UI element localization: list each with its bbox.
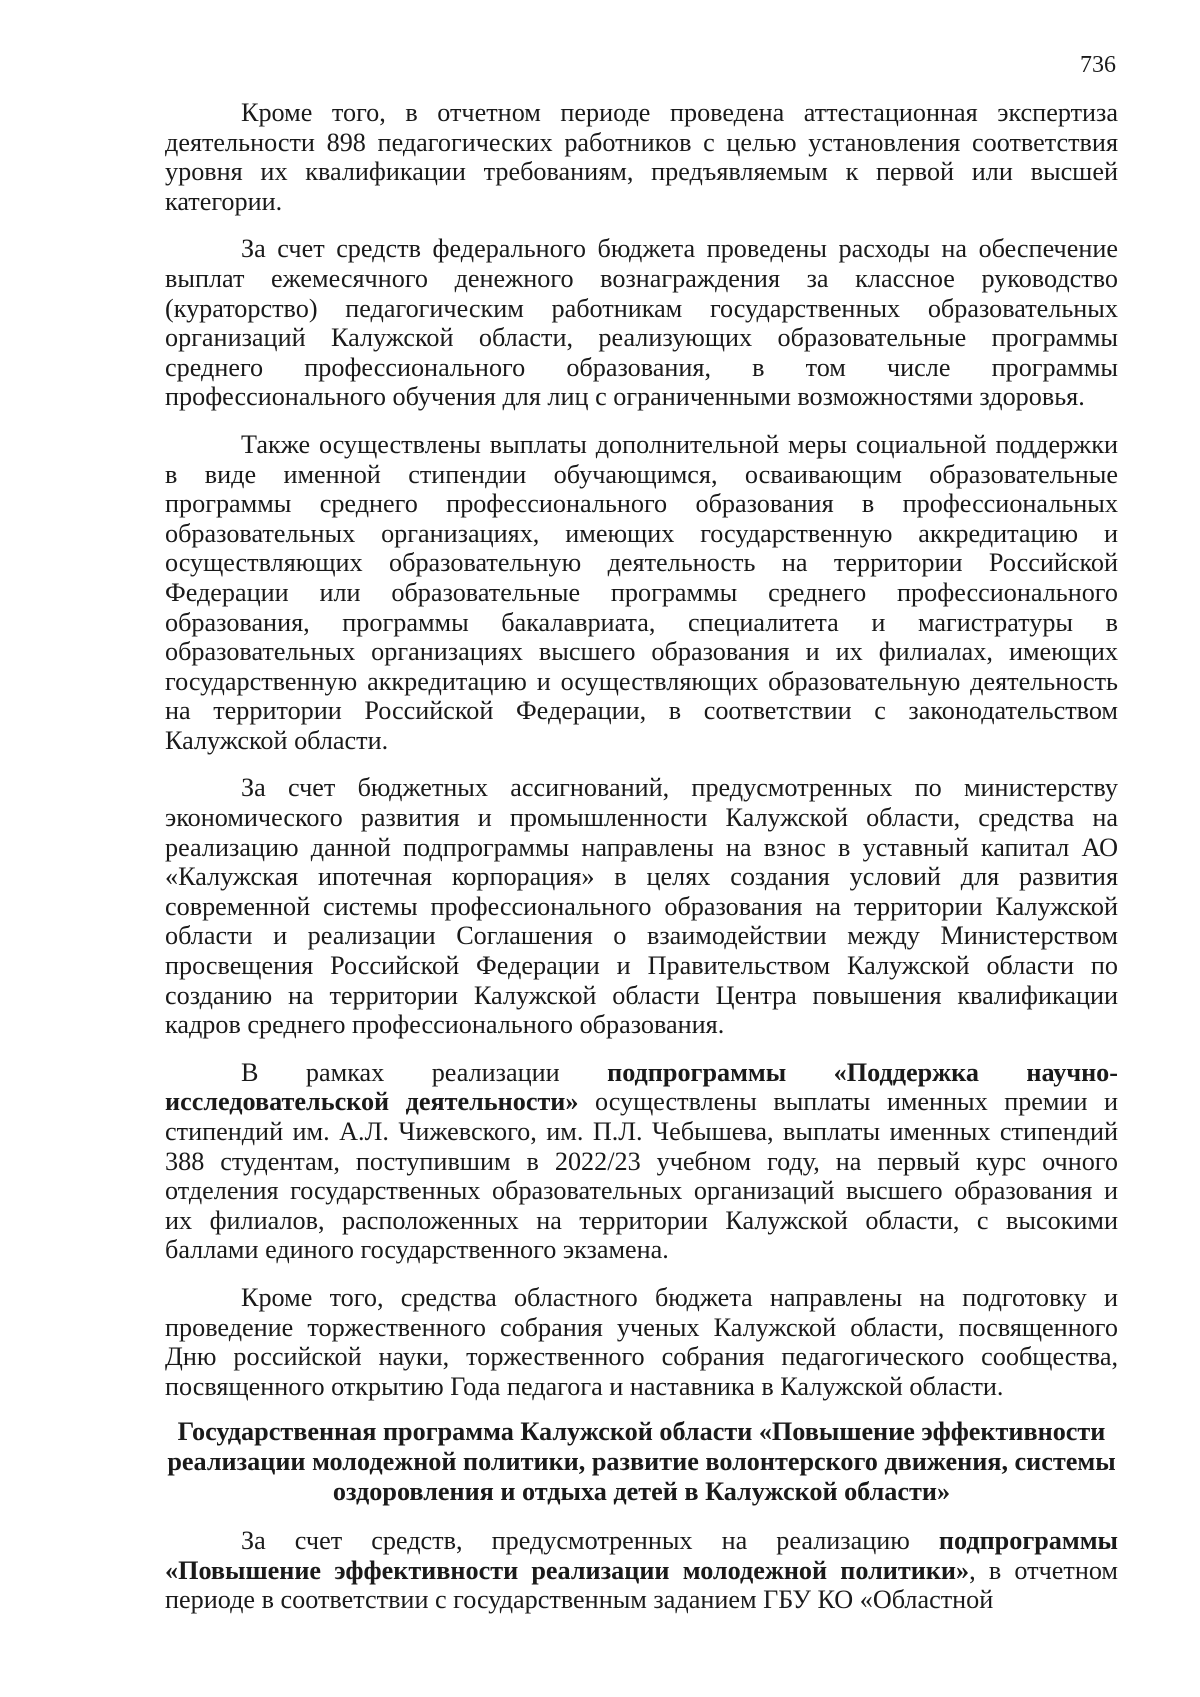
paragraph-youth-start: За счет средств, предусмотренных на реализацию [241, 1526, 939, 1556]
paragraph-attestation: Кроме того, в отчетном периоде проведена аттестационная экспертиза деятельности 898 педагогических работников с целью установления соответствия уровня их квалификации требованиям, предъявляемым к первой или высшей категории. [165, 98, 1118, 216]
paragraph-federal-budget: За счет средств федерального бюджета проведены расходы на обеспечение выплат ежемесячного денежного вознаграждения за классное руководство (кураторство) педагогическим работникам государственных образовательных организаций Калужской области, реализующих образовательные программы среднего профессионального образования, в том числе программы профессионального обучения для лиц с ограниченными возможностями здоровья. [165, 234, 1118, 412]
paragraph-regional-budget: Кроме того, средства областного бюджета направлены на подготовку и проведение торжественного собрания ученых Калужской области, посвященного Дню российской науки, торжественного собрания педагогического сообщества, посвященного открытию Года педагога и наставника в Калужской области. [165, 1282, 1118, 1401]
subprogram-research-title: подпрограммы «Поддержка научно-исследовательской деятельности» [165, 1057, 1118, 1117]
subprogram-youth-title: подпрограммы «Повышение эффективности реализации молодежной политики» [165, 1526, 1118, 1585]
document-body [165, 98, 1118, 1633]
paragraph-scholarship: Также осуществлены выплаты дополнительной меры социальной поддержки в виде именной стипендии обучающимся, осваивающим образовательные программы среднего профессионального образования в профессиональных образовательных организациях, имеющих государственную аккредитацию и осуществляющих образовательную деятельность на территории Российской Федерации или образовательные программы среднего профессионального образования, программы бакалавриата, специалитета и магистратуры в образовательных организациях высшего образования и их филиалах, имеющих государственную аккредитацию и осуществляющих образовательную деятельность на территории Российской Федерации, в соответствии с законодательством Калужской области. [165, 429, 1118, 755]
page-number: 736 [1080, 52, 1116, 78]
section-heading: Государственная программа Калужской области «Повышение эффективности реализации молодежной политики, развитие волонтерского движения, системы оздоровления и отдыха детей в Калужской области» [167, 1417, 1116, 1506]
paragraph-budget-allocations: За счет бюджетных ассигнований, предусмотренных по министерству экономического развития и промышленности Калужской области, средства на реализацию данной подпрограммы направлены на взнос в уставный капитал АО «Калужская ипотечная корпорация» в целях создания условий для развития современной системы профессионального образования на территории Калужской области и реализации Соглашения о взаимодействии между Министерством просвещения Российской Федерации и Правительством Калужской области по созданию на территории Калужской области Центра повышения квалификации кадров среднего профессионального образования. [165, 773, 1118, 1040]
paragraph-research-rest: осуществлены выплаты именных премии и стипендий им. А.Л. Чижевского, им. П.Л. Чебышева, выплаты именных стипендий 388 студентам, поступившим в 2022/23 учебном году, на первый курс очного отделения государственных образовательных организаций высшего образования и их филиалов, расположенных на территории Калужской области, с высокими баллами единого государственного экзамена. [165, 1087, 1118, 1265]
paragraph-youth-rest: , в отчетном периоде в соответствии с государственным заданием ГБУ КО «Областной [165, 1555, 1119, 1615]
paragraph-research-subprogram [165, 1058, 1118, 1265]
paragraph-research-start: В рамках реализации [241, 1057, 608, 1087]
paragraph-youth-policy [165, 1526, 1118, 1615]
